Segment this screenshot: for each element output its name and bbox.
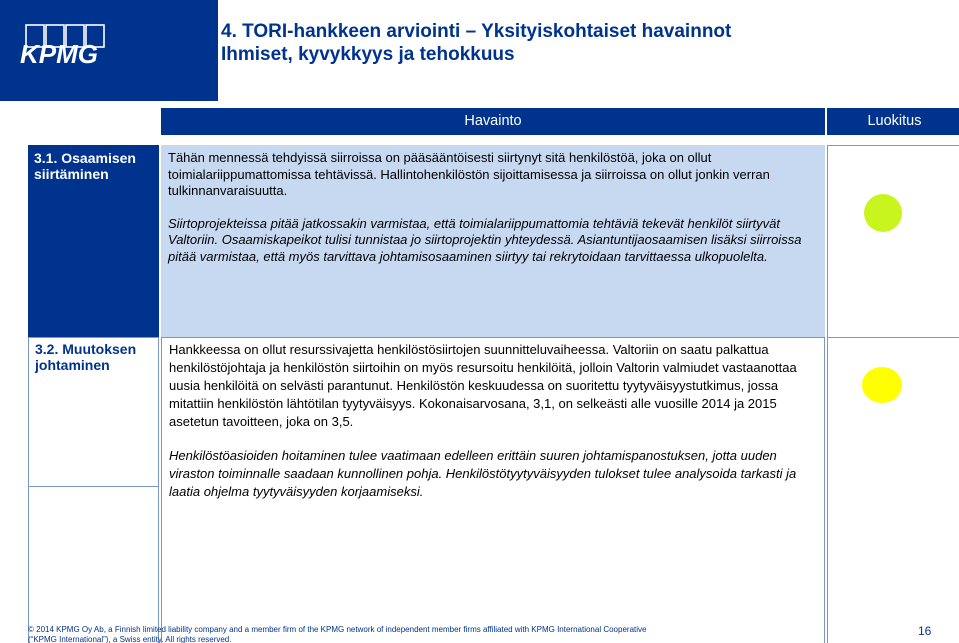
page-title	[221, 20, 941, 66]
footer-line-2: (“KPMG International”), a Swiss entity. All rights reserved.	[28, 635, 232, 643]
row-label-change-management	[28, 337, 159, 487]
title-line-1: 4. TORI-hankkeen arviointi – Yksityiskohtaiset havainnot	[221, 21, 732, 42]
kpmg-logo-icon	[18, 22, 114, 66]
row-text-change-management	[161, 337, 825, 643]
page-number: 16	[918, 624, 932, 638]
column-header-rating: Luokitus	[827, 108, 959, 135]
row-label-line: 3.2. Muutoksen	[35, 341, 137, 357]
rating-indicator-light-green	[864, 194, 902, 232]
observation-paragraph: Hankkeessa on ollut resurssivajetta henkilöstösiirtojen suunnitteluvaiheessa. Valtoriin on saatu palkattua henkilöstöjohtaja ja henkilöstön siirtoihin on myös resursoitu henkilöitä, jolloin Valtorin valmiudet vastaanottaa uusia henkilöitä on selvästi parantunut. Henkilöstön keskuudessa on suoritettu tyytyväisyystutkimus, jossa mitattiin henkilöstön lähtötilan tyytyväisyys. Kokonaisarvosana, 3,1, on selkeästi alle vuosille 2014 ja 2015 asetetun tavoitteen, joka on 3,5.	[169, 342, 797, 429]
recommendation-paragraph: Siirtoprojekteissa pitää jatkossakin varmistaa, että toimialariippumattomia tehtäviä tekevät henkilöt siirtyvät Valtoriin. Osaamiskapeikot tulisi tunnistaa jo siirtoprojektin yhteydessä. Asiantuntijaosaamisen lisäksi siirroissa pitää varmistaa, että myös tarvittava johtamisosaaminen siirtyy tai rekrytoidaan tarvittaessa ulkopuolelta.	[168, 215, 802, 264]
kpmg-logo	[0, 0, 218, 101]
copyright-footer	[28, 625, 646, 643]
title-line-2: Ihmiset, kyvykkyys ja tehokkuus	[221, 44, 515, 65]
row-label-filler	[28, 487, 159, 643]
row-label-line: 3.1. Osaamisen	[34, 150, 136, 166]
row-label-line: siirtäminen	[34, 166, 109, 182]
rating-indicator-yellow	[862, 367, 902, 403]
logo-wordmark: KPMG	[20, 39, 98, 66]
observation-paragraph: Tähän mennessä tehdyissä siirroissa on pääsääntöisesti siirtynyt sitä henkilöstöä, joka on ollut toimialariippumattomissa tehtävissä. Hallintohenkilöstön sijoittamisessa ja siirroissa on ollut jonkin verran tulkinnanvaraisuutta.	[168, 150, 770, 198]
recommendation-paragraph: Henkilöstöasioiden hoitaminen tulee vaatimaan edelleen erittäin suuren johtamispanostuksen, jotta uuden viraston toiminnalle saadaan kunnollinen pohja. Henkilöstötyytyväisyyden tulokset tulee analysoida tarkasti ja laatia ohjelma tyytyväisyyden korjaamiseksi.	[169, 448, 797, 499]
rating-cell	[827, 337, 959, 643]
row-label-line: johtaminen	[35, 357, 110, 373]
column-header-observation: Havainto	[161, 108, 825, 135]
footer-line-1: © 2014 KPMG Oy Ab, a Finnish limited liability company and a member firm of the KPMG network of independent member firms affiliated with KPMG International Cooperative	[28, 625, 647, 634]
